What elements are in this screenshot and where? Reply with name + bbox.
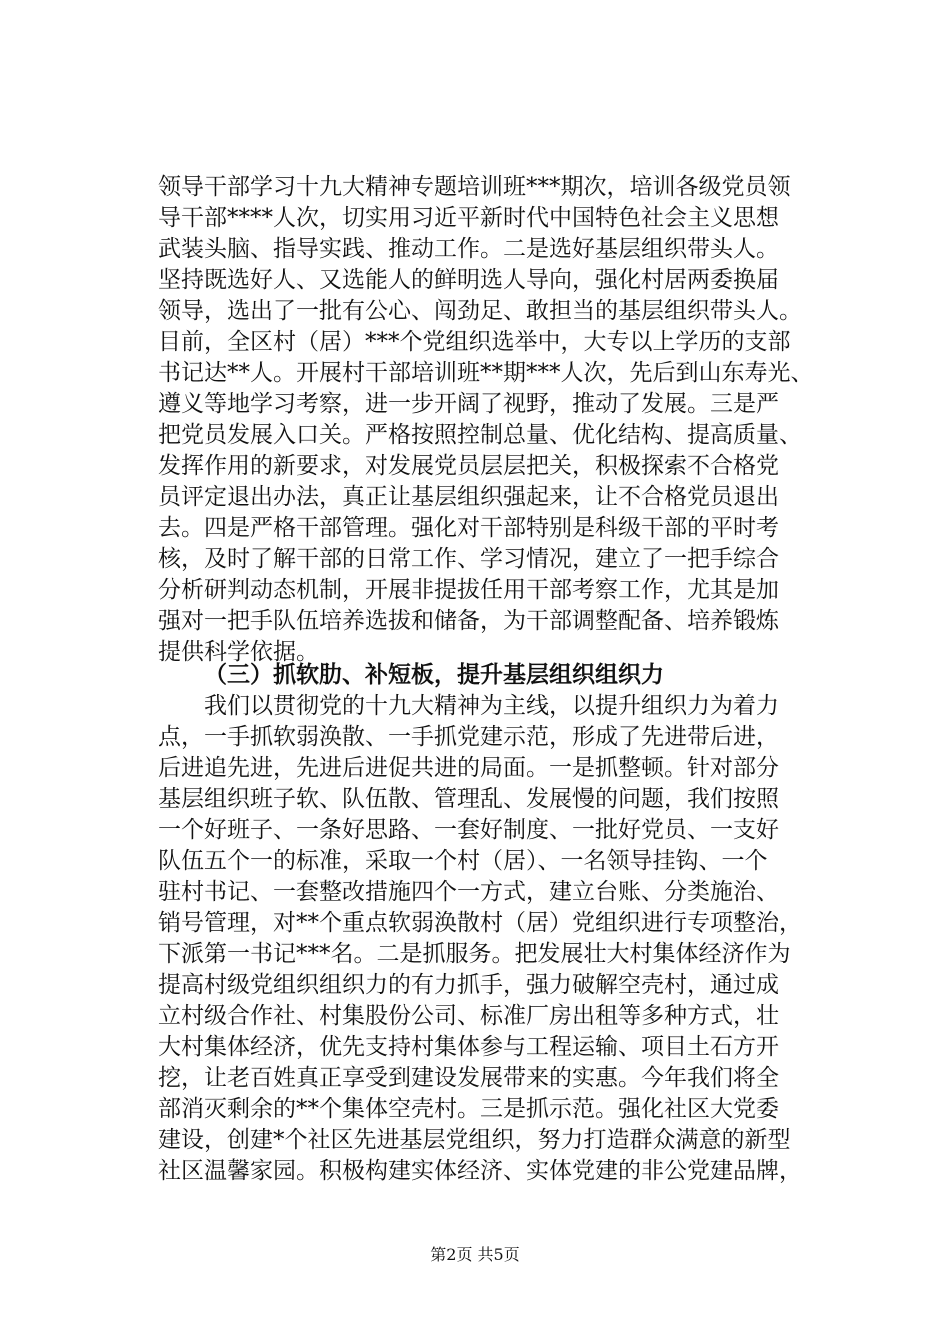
text-line: 导干部****人次，切实用习近平新时代中国特色社会主义思想 bbox=[158, 205, 779, 231]
text-line: 大村集体经济，优先支持村集体参与工程运输、项目土石方开 bbox=[158, 1034, 779, 1060]
text-line: 部消灭剩余的**个集体空壳村。三是抓示范。强化社区大党委 bbox=[158, 1096, 779, 1122]
text-line: 销号管理，对**个重点软弱涣散村（居）党组织进行专项整治， bbox=[158, 910, 802, 936]
text-line: 遵义等地学习考察，进一步开阔了视野，推动了发展。三是严 bbox=[158, 391, 779, 417]
page-number: 第2页 共5页 bbox=[430, 1245, 520, 1264]
text-line: 领导，选出了一批有公心、闯劲足、敢担当的基层组织带头人。 bbox=[158, 298, 802, 324]
text-line: 队伍五个一的标准，采取一个村（居）、一名领导挂钩、一个 bbox=[158, 848, 768, 874]
text-line: 分析研判动态机制，开展非提拔任用干部考察工作，尤其是加 bbox=[158, 577, 779, 603]
paragraph-2 bbox=[158, 691, 853, 1187]
text-line: 点，一手抓软弱涣散、一手抓党建示范，形成了先进带后进， bbox=[158, 724, 779, 750]
text-line: 书记达**人。开展村干部培训班**期***人次，先后到山东寿光、 bbox=[158, 360, 814, 386]
text-line: 核，及时了解干部的日常工作、学习情况，建立了一把手综合 bbox=[158, 546, 779, 572]
text-line: 去。四是严格干部管理。强化对干部特别是科级干部的平时考 bbox=[158, 515, 779, 541]
text-line: 挖，让老百姓真正享受到建设发展带来的实惠。今年我们将全 bbox=[158, 1065, 779, 1091]
text-line: 提供科学依据。 bbox=[158, 639, 319, 665]
text-line: 我们以贯彻党的十九大精神为主线，以提升组织力为着力 bbox=[204, 693, 779, 719]
text-line: 基层组织班子软、队伍散、管理乱、发展慢的问题，我们按照 bbox=[158, 786, 779, 812]
text-line: 把党员发展入口关。严格按照控制总量、优化结构、提高质量、 bbox=[158, 422, 802, 448]
paragraph-1 bbox=[158, 172, 853, 668]
text-line: 目前，全区村（居）***个党组织选举中，大专以上学历的支部 bbox=[158, 329, 791, 355]
text-line: 后进追先进，先进后进促共进的局面。一是抓整顿。针对部分 bbox=[158, 755, 779, 781]
text-line: 下派第一书记***名。二是抓服务。把发展壮大村集体经济作为 bbox=[158, 941, 791, 967]
section-heading-block bbox=[158, 660, 853, 691]
text-line: 领导干部学习十九大精神专题培训班***期次，培训各级党员领 bbox=[158, 174, 791, 200]
text-line: 强对一把手队伍培养选拔和储备，为干部调整配备、培养锻炼 bbox=[158, 608, 779, 634]
text-line: 立村级合作社、村集股份公司、标准厂房出租等多种方式，壮 bbox=[158, 1003, 779, 1029]
text-line: 坚持既选好人、又选能人的鲜明选人导向，强化村居两委换届 bbox=[158, 267, 779, 293]
text-line: 提高村级党组织组织力的有力抓手，强力破解空壳村，通过成 bbox=[158, 972, 779, 998]
text-line: 一个好班子、一条好思路、一套好制度、一批好党员、一支好 bbox=[158, 817, 779, 843]
text-line: 驻村书记、一套整改措施四个一方式，建立台账、分类施治、 bbox=[158, 879, 779, 905]
text-line: 建设，创建*个社区先进基层党组织，努力打造群众满意的新型 bbox=[158, 1127, 791, 1153]
text-line: 员评定退出办法，真正让基层组织强起来，让不合格党员退出 bbox=[158, 484, 779, 510]
section-heading: （三）抓软肋、补短板，提升基层组织组织力 bbox=[204, 662, 664, 688]
text-line: 社区温馨家园。积极构建实体经济、实体党建的非公党建品牌， bbox=[158, 1158, 802, 1184]
page-footer bbox=[0, 1242, 950, 1265]
text-line: 武装头脑、指导实践、推动工作。二是选好基层组织带头人。 bbox=[158, 236, 779, 262]
text-line: 发挥作用的新要求，对发展党员层层把关，积极探索不合格党 bbox=[158, 453, 779, 479]
